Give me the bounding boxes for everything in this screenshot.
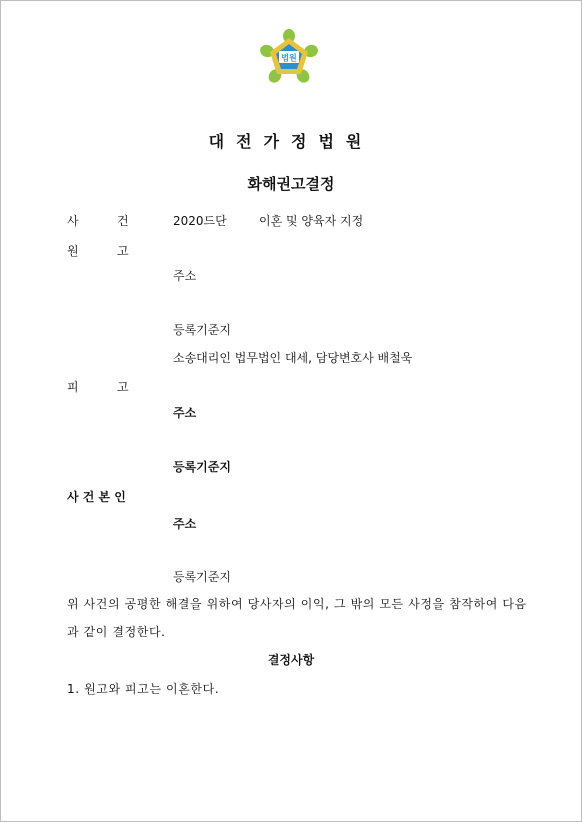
plaintiff-address-label: 주소 xyxy=(173,269,197,283)
decision-item-1: 1. 원고와 피고는 이혼한다. xyxy=(67,682,220,696)
defendant-label-char1: 피 xyxy=(67,380,79,394)
document-title: 화해권고결정 xyxy=(247,175,335,193)
defendant-registry-label: 등록기준지 xyxy=(173,460,231,474)
plaintiff-label-char1: 원 xyxy=(67,244,79,258)
case-label-char1: 사 xyxy=(67,214,79,228)
plaintiff-label-char2: 고 xyxy=(117,244,129,258)
defendant-label-char2: 고 xyxy=(117,380,129,394)
defendant-address-label: 주소 xyxy=(173,406,197,420)
case-number: 2020드단 xyxy=(173,214,227,228)
principal-label: 사 건 본 인 xyxy=(67,490,126,504)
plaintiff-representative: 소송대리인 법무법인 대세, 담당변호사 배철욱 xyxy=(173,351,413,365)
case-name: 이혼 및 양육자 지정 xyxy=(259,214,364,228)
plaintiff-registry-label: 등록기준지 xyxy=(173,323,231,337)
emblem-text: 법원 xyxy=(281,53,297,63)
court-emblem-icon xyxy=(259,29,319,85)
principal-address-label: 주소 xyxy=(173,517,197,531)
court-name: 대전가정법원 xyxy=(208,132,374,151)
decision-section-title: 결정사항 xyxy=(267,653,315,667)
body-line-1: 위 사건의 공평한 해결을 위하여 당사자의 이익, 그 밖의 모든 사정을 참작하여 다음 xyxy=(67,597,527,611)
case-label-char2: 건 xyxy=(117,214,129,228)
principal-registry-label: 등록기준지 xyxy=(173,570,231,584)
body-line-2: 과 같이 결정한다. xyxy=(67,625,166,639)
